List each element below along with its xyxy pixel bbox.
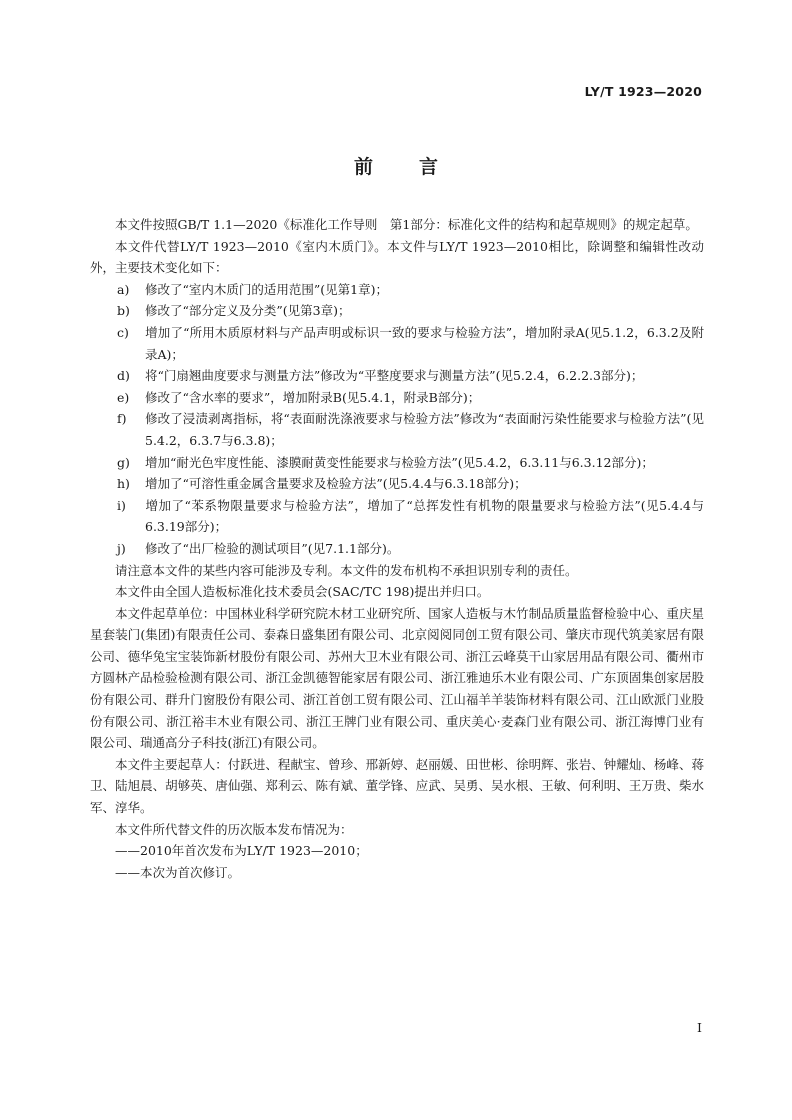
- changes-list: [90, 279, 704, 560]
- list-item: [90, 365, 704, 387]
- list-item-text: 增加了“苯系物限量要求与检验方法”，增加了“总挥发性有机物的限量要求与检验方法”(见5.4.4与6.3.19部分)；: [145, 497, 704, 535]
- list-item-label: b): [117, 303, 130, 319]
- paragraph-drafting-units: 本文件起草单位：中国林业科学研究院木材工业研究所、国家人造板与木竹制品质量监督检验中心、重庆星星套装门(集团)有限责任公司、泰森日盛集团有限公司、北京阅阅同创工贸有限公司、肇庆市现代筑美家居有限公司、德华兔宝宝装饰新材股份有限公司、苏州大卫木业有限公司、浙江云峰莫干山家居用品有限公司、衢州市方圆林产品检验检测有限公司、浙江金凯德智能家居有限公司、浙江雅迪乐木业有限公司、广东顶固集创家居股份有限公司、群升门窗股份有限公司、浙江首创工贸有限公司、江山福羊羊装饰材料有限公司、江山欧派门业股份有限公司、浙江裕丰木业有限公司、浙江王牌门业有限公司、重庆美心·麦森门业有限公司、浙江海博门业有限公司、瑞通高分子科技(浙江)有限公司。: [90, 605, 704, 751]
- list-item-text: 增加“耐光色牢度性能、漆膜耐黄变性能要求与检验方法”(见5.4.2，6.3.11与6.3.12部分)；: [145, 454, 654, 470]
- list-item-label: e): [117, 389, 130, 405]
- paragraph-proposer: 本文件由全国人造板标准化技术委员会(SAC/TC 198)提出并归口。: [115, 584, 490, 600]
- paragraph-replaces: 本文件代替LY/T 1923—2010《室内木质门》。本文件与LY/T 1923—2010相比，除调整和编辑性改动外，主要技术变化如下：: [90, 238, 704, 276]
- list-item-text: 修改了“室内木质门的适用范围”(见第1章)；: [145, 281, 388, 297]
- list-item-label: i): [117, 497, 126, 513]
- list-item: [90, 279, 704, 301]
- paragraph-history-intro: 本文件所代替文件的历次版本发布情况为：: [115, 821, 353, 837]
- history-item: ——本次为首次修订。: [115, 864, 241, 880]
- list-item-label: g): [117, 454, 130, 470]
- list-item-label: a): [117, 281, 130, 297]
- history-item: ——2010年首次发布为LY/T 1923—2010；: [115, 843, 368, 859]
- paragraph-drafters: 本文件主要起草人：付跃进、程献宝、曾珍、邢新婷、赵丽媛、田世彬、徐明辉、张岩、钟耀灿、杨峰、蒋卫、陆旭晨、胡够英、唐仙强、郑利云、陈有斌、董学锋、应武、吴勇、吴水根、王敏、何利明、王万贵、柴水军、淳华。: [90, 756, 704, 816]
- list-item-label: j): [117, 540, 126, 556]
- list-item-text: 增加了“可溶性重金属含量要求及检验方法”(见5.4.4与6.3.18部分)；: [145, 476, 527, 492]
- list-item: [90, 452, 704, 474]
- list-item-label: f): [117, 411, 127, 427]
- paragraph-drafting-rules: 本文件按照GB/T 1.1—2020《标准化工作导则 第1部分：标准化文件的结构和起草规则》的规定起草。: [115, 217, 698, 232]
- list-item-label: h): [117, 476, 130, 492]
- list-item-label: d): [117, 368, 130, 384]
- list-item-text: 修改了“部分定义及分类”(见第3章)；: [145, 303, 351, 319]
- list-item-label: c): [117, 324, 129, 340]
- list-item: [90, 387, 704, 409]
- list-item: [90, 300, 704, 322]
- page-title: 前言: [353, 156, 484, 178]
- list-item: [90, 322, 704, 365]
- page-number: I: [697, 1020, 702, 1035]
- list-item-text: 将“门扇翘曲度要求与测量方法”修改为“平整度要求与测量方法”(见5.2.4，6.2.2.3部分)；: [145, 368, 644, 384]
- list-item: [90, 408, 704, 451]
- paragraph-patent-notice: 请注意本文件的某些内容可能涉及专利。本文件的发布机构不承担识别专利的责任。: [115, 562, 578, 578]
- standard-code: LY/T 1923—2020: [584, 84, 702, 99]
- list-item-text: 增加了“所用木质原材料与产品声明或标识一致的要求与检验方法”，增加附录A(见5.1.2，6.3.2及附录A)；: [145, 324, 704, 362]
- list-item: [90, 473, 704, 495]
- list-item-text: 修改了“出厂检验的测试项目”(见7.1.1部分)。: [145, 540, 400, 556]
- list-item-text: 修改了浸渍剥离指标，将“表面耐洗涤液要求与检验方法”修改为“表面耐污染性能要求与检验方法”(见5.4.2，6.3.7与6.3.8)；: [145, 411, 704, 448]
- list-item-text: 修改了“含水率的要求”，增加附录B(见5.4.1，附录B部分)；: [145, 389, 481, 405]
- foreword-body: [90, 214, 704, 883]
- list-item: [90, 538, 704, 560]
- list-item: [90, 495, 704, 538]
